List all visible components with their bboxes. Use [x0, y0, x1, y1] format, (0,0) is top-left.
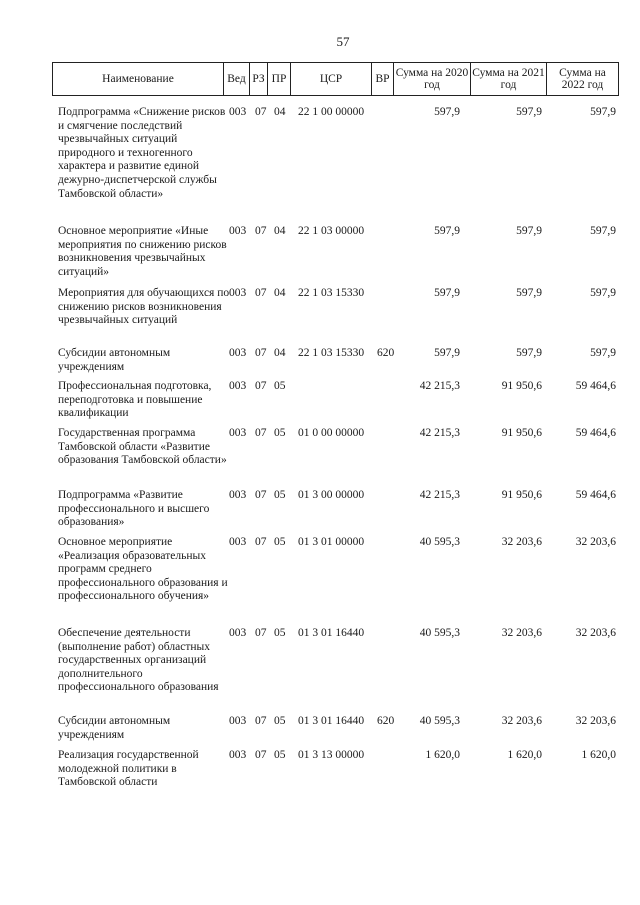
header-pr: ПР	[268, 63, 291, 95]
row-csr: 01 0 00 00000	[298, 427, 365, 439]
row-name: Государственная программа Тамбовской области «Развитие образования Тамбовской области»	[58, 427, 227, 467]
table-header	[52, 62, 619, 96]
row-sum-2020: 40 595,3	[419, 536, 460, 548]
row-ved: 003	[229, 225, 247, 237]
row-sum-2021: 597,9	[516, 287, 542, 299]
row-sum-2020: 42 215,3	[419, 489, 460, 501]
row-name: Подпрограмма «Снижение рисков и смягчение последствий чрезвычайных ситуаций природного и техногенного характера и развитие единой дежурно-диспетчерской службы Тамбовской области»	[58, 106, 226, 200]
row-name: Профессиональная подготовка, переподготовка и повышение квалификации	[58, 380, 212, 420]
row-pr: 05	[274, 715, 286, 727]
row-sum-2020: 597,9	[434, 225, 460, 237]
row-csr: 22 1 00 00000	[298, 106, 365, 118]
row-rz: 07	[255, 287, 267, 299]
row-ved: 003	[229, 536, 247, 548]
row-sum-2020: 40 595,3	[419, 715, 460, 727]
row-sum-2021: 597,9	[516, 106, 542, 118]
row-name: Субсидии автономным учреждениям	[58, 715, 171, 741]
row-name: Обеспечение деятельности (выполнение работ) областных государственных организаций дополнительного профессионального образования	[58, 627, 219, 694]
row-sum-2021: 32 203,6	[501, 536, 542, 548]
row-csr: 01 3 01 16440	[298, 715, 365, 727]
row-name: Подпрограмма «Развитие профессионального и высшего образования»	[58, 489, 210, 529]
row-ved: 003	[229, 380, 247, 392]
row-rz: 07	[255, 715, 267, 727]
row-csr: 01 3 01 16440	[298, 627, 365, 639]
row-sum-2021: 32 203,6	[501, 627, 542, 639]
row-sum-2022: 597,9	[590, 225, 616, 237]
row-sum-2020: 597,9	[434, 287, 460, 299]
row-rz: 07	[255, 427, 267, 439]
header-ved: Вед	[224, 63, 250, 95]
row-csr: 22 1 03 00000	[298, 225, 365, 237]
header-vr: ВР	[372, 63, 394, 95]
row-ved: 003	[229, 749, 247, 761]
row-name: Реализация государственной молодежной политики в Тамбовской области	[58, 749, 199, 789]
row-pr: 05	[274, 627, 286, 639]
row-name: Мероприятия для обучающихся по снижению рисков возникновения чрезвычайных ситуаций	[58, 287, 230, 327]
header-csr: ЦСР	[291, 63, 372, 95]
row-sum-2022: 1 620,0	[581, 749, 616, 761]
row-vr: 620	[377, 715, 395, 727]
row-sum-2020: 597,9	[434, 347, 460, 359]
header-sum-2020: Сумма на 2020 год	[394, 63, 471, 95]
row-name: Основное мероприятие «Иные мероприятия по снижению рисков возникновения чрезвычайных ситуаций»	[58, 225, 227, 278]
row-sum-2021: 91 950,6	[501, 380, 542, 392]
row-sum-2022: 59 464,6	[575, 380, 616, 392]
row-csr: 01 3 00 00000	[298, 489, 365, 501]
row-rz: 07	[255, 225, 267, 237]
row-rz: 07	[255, 347, 267, 359]
row-sum-2021: 597,9	[516, 225, 542, 237]
row-sum-2022: 32 203,6	[575, 627, 616, 639]
header-sum-2021: Сумма на 2021 год	[471, 63, 547, 95]
row-csr: 01 3 13 00000	[298, 749, 365, 761]
row-rz: 07	[255, 627, 267, 639]
row-pr: 05	[274, 489, 286, 501]
row-pr: 05	[274, 427, 286, 439]
row-name: Основное мероприятие «Реализация образовательных программ среднего профессионального образования и профессионального обучения»	[58, 536, 228, 603]
header-sum-2022: Сумма на 2022 год	[559, 67, 606, 91]
row-sum-2020: 42 215,3	[419, 427, 460, 439]
row-pr: 04	[274, 225, 286, 237]
row-sum-2021: 91 950,6	[501, 427, 542, 439]
row-csr: 01 3 01 00000	[298, 536, 365, 548]
row-sum-2022: 597,9	[590, 106, 616, 118]
row-pr: 04	[274, 287, 286, 299]
row-ved: 003	[229, 489, 247, 501]
row-sum-2021: 91 950,6	[501, 489, 542, 501]
row-sum-2022: 32 203,6	[575, 536, 616, 548]
row-sum-2022: 59 464,6	[575, 427, 616, 439]
row-pr: 05	[274, 536, 286, 548]
row-sum-2022: 597,9	[590, 287, 616, 299]
row-pr: 04	[274, 347, 286, 359]
row-rz: 07	[255, 380, 267, 392]
row-ved: 003	[229, 347, 247, 359]
row-ved: 003	[229, 427, 247, 439]
page-number: 57	[336, 34, 350, 49]
row-sum-2020: 42 215,3	[419, 380, 460, 392]
row-pr: 04	[274, 106, 286, 118]
row-sum-2021: 32 203,6	[501, 715, 542, 727]
row-pr: 05	[274, 749, 286, 761]
row-rz: 07	[255, 749, 267, 761]
row-ved: 003	[229, 287, 247, 299]
row-csr: 22 1 03 15330	[298, 347, 365, 359]
row-sum-2022: 597,9	[590, 347, 616, 359]
row-rz: 07	[255, 489, 267, 501]
row-ved: 003	[229, 715, 247, 727]
row-sum-2020: 597,9	[434, 106, 460, 118]
row-sum-2022: 32 203,6	[575, 715, 616, 727]
row-rz: 07	[255, 106, 267, 118]
row-sum-2020: 40 595,3	[419, 627, 460, 639]
row-sum-2020: 1 620,0	[425, 749, 460, 761]
row-sum-2021: 597,9	[516, 347, 542, 359]
row-rz: 07	[255, 536, 267, 548]
row-sum-2022: 59 464,6	[575, 489, 616, 501]
header-rz: РЗ	[250, 63, 268, 95]
row-name: Субсидии автономным учреждениям	[58, 347, 171, 373]
row-vr: 620	[377, 347, 395, 359]
row-csr: 22 1 03 15330	[298, 287, 365, 299]
header-name: Наименование	[53, 63, 224, 95]
row-ved: 003	[229, 627, 247, 639]
row-pr: 05	[274, 380, 286, 392]
row-ved: 003	[229, 106, 247, 118]
row-sum-2021: 1 620,0	[507, 749, 542, 761]
